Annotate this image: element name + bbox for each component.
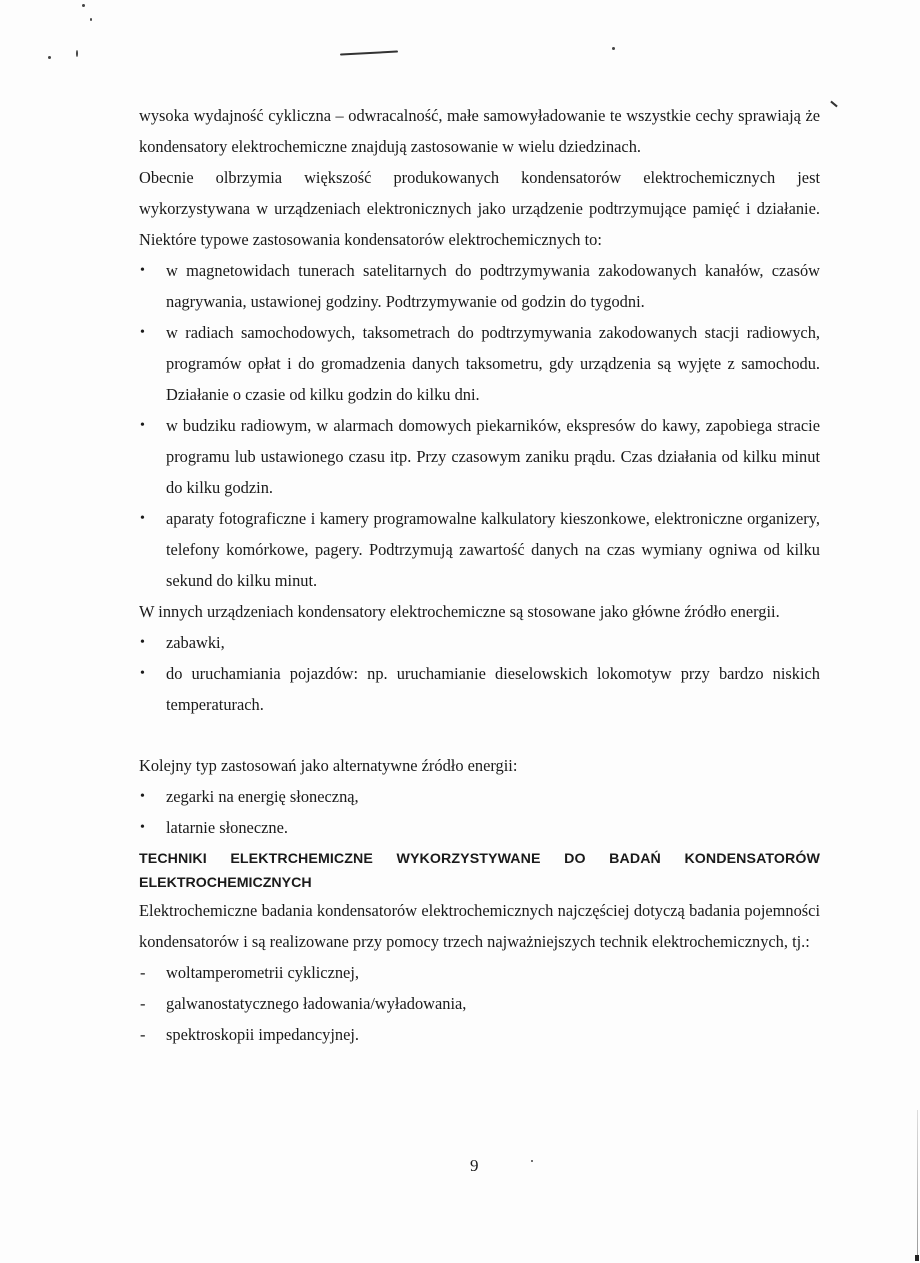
list-item-text: zabawki, — [166, 633, 225, 652]
scan-speck — [90, 18, 92, 21]
list-item-text: aparaty fotograficzne i kamery programowalne kalkulatory kieszonkowe, elektroniczne organizery, telefony komórkowe, pagery. Podtrzymują zawartość danych na czas wymiany ogniwa od kilku sekund do kilku minut. — [166, 509, 820, 590]
scan-speck — [76, 50, 78, 57]
intro-paragraph-1: wysoka wydajność cykliczna – odwracalność, małe samowyładowanie te wszystkie cechy sprawiają że kondensatory elektrochemiczne znajdują zastosowanie w wielu dziedzinach. — [139, 106, 820, 156]
bullet-icon: • — [140, 325, 145, 340]
list-item — [139, 503, 820, 596]
uses-list — [139, 255, 820, 596]
scan-speck — [82, 4, 85, 7]
list-item — [139, 988, 820, 1019]
scan-edge-mark — [915, 1255, 919, 1261]
list-item — [139, 317, 820, 410]
list-item-text: do uruchamiania pojazdów: np. uruchamianie dieselowskich lokomotyw przy bardzo niskich temperaturach. — [166, 664, 820, 714]
list-item-text: zegarki na energię słoneczną, — [166, 787, 359, 806]
main-source-intro: W innych urządzeniach kondensatory elektrochemiczne są stosowane jako główne źródło energii. — [139, 602, 780, 621]
intro-paragraph-2: Obecnie olbrzymia większość produkowanych kondensatorów elektrochemicznych jest wykorzystywana w urządzeniach elektronicznych jako urządzenie podtrzymujące pamięć i działanie. Niektóre typowe zastosowania kondensatorów elektrochemicznych to: — [139, 168, 820, 249]
section-heading-continuation: ELEKTROCHEMICZNYCH — [139, 875, 312, 891]
techniques-list — [139, 957, 820, 1050]
list-item-text: w radiach samochodowych, taksometrach do podtrzymywania zakodowanych stacji radiowych, programów opłat i do gromadzenia danych taksometru, gdy urządzenia są wyjęte z samochodu. Działanie o czasie od kilku godzin do kilku dni. — [166, 323, 820, 404]
alt-source-list — [139, 781, 820, 843]
scan-edge-line — [917, 1110, 918, 1260]
dash-icon: - — [140, 1025, 146, 1044]
bullet-icon: • — [140, 789, 145, 804]
main-source-list — [139, 627, 820, 720]
list-item-text: w magnetowidach tunerach satelitarnych do podtrzymywania zakodowanych kanałów, czasów nagrywania, ustawionej godziny. Podtrzymywanie od godzin do tygodni. — [166, 261, 820, 311]
bullet-icon: • — [140, 263, 145, 278]
alt-source-intro: Kolejny typ zastosowań jako alternatywne źródło energii: — [139, 756, 518, 775]
dash-icon: - — [140, 994, 146, 1013]
scan-speck — [612, 47, 615, 50]
bullet-icon: • — [140, 666, 145, 681]
list-item-text: galwanostatycznego ładowania/wyładowania, — [166, 994, 467, 1013]
list-item — [139, 812, 820, 843]
bullet-icon: • — [140, 418, 145, 433]
scan-streak — [340, 50, 398, 55]
list-item-text: woltamperometrii cyklicznej, — [166, 963, 359, 982]
section-heading: TECHNIKI ELEKTRCHEMICZNE WYKORZYSTYWANE DO BADAŃ KONDENSATORÓW — [139, 851, 820, 867]
list-item — [139, 1019, 820, 1050]
list-item — [139, 781, 820, 812]
list-item-text: w budziku radiowym, w alarmach domowych piekarników, ekspresów do kawy, zapobiega stracie programu lub ustawionego czasu itp. Przy czasowym zaniku prądu. Czas działania od kilku minut do kilku godzin. — [166, 416, 820, 497]
list-item — [139, 957, 820, 988]
document-body — [139, 100, 820, 1050]
scan-speck — [531, 1160, 533, 1162]
list-item — [139, 255, 820, 317]
list-item — [139, 658, 820, 720]
list-item-text: spektroskopii impedancyjnej. — [166, 1025, 360, 1044]
bullet-icon: • — [140, 635, 145, 650]
bullet-icon: • — [140, 511, 145, 526]
list-item — [139, 627, 820, 658]
scan-tick-mark — [830, 101, 837, 108]
page-number: 9 — [470, 1156, 479, 1175]
bullet-icon: • — [140, 820, 145, 835]
scan-speck — [48, 56, 51, 59]
list-item-text: latarnie słoneczne. — [166, 818, 288, 837]
paragraph-gap — [139, 720, 820, 750]
list-item — [139, 410, 820, 503]
techniques-intro: Elektrochemiczne badania kondensatorów elektrochemicznych najczęściej dotyczą badania pojemności kondensatorów i są realizowane przy pomocy trzech najważniejszych technik elektrochemicznych, tj.: — [139, 901, 820, 951]
dash-icon: - — [140, 963, 146, 982]
